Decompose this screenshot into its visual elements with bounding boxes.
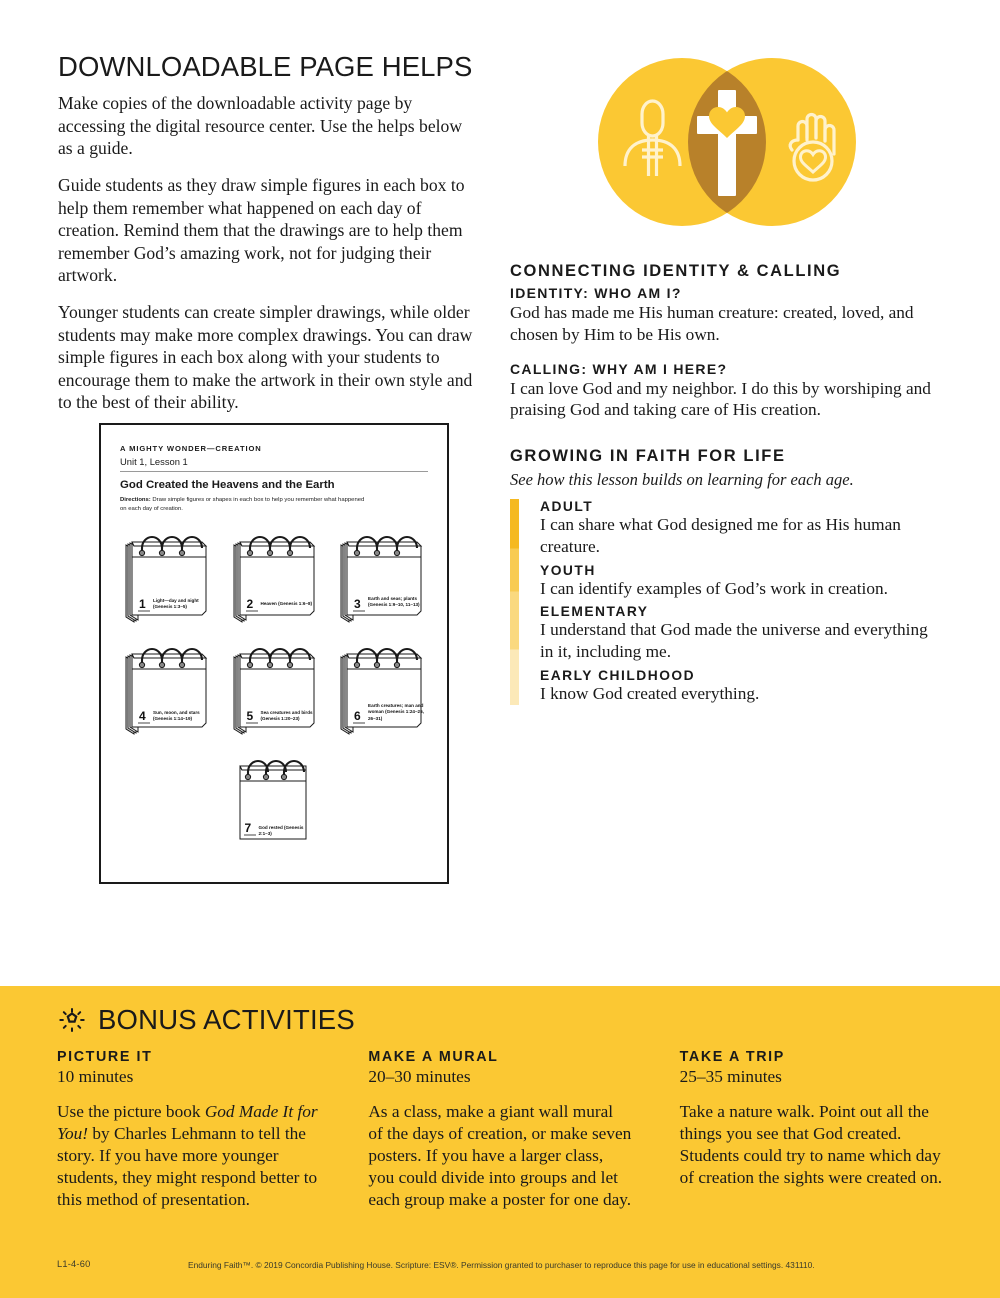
notepad-icon xyxy=(335,523,428,626)
worksheet-unit: Unit 1, Lesson 1 xyxy=(120,456,428,472)
creation-day-grid xyxy=(120,523,428,850)
day-number: 7 xyxy=(244,821,252,836)
directions-label: Directions: xyxy=(120,497,151,503)
age-gradient-bar xyxy=(510,499,519,705)
activity-page-thumbnail xyxy=(99,423,449,884)
bonus-body-pre: Use the picture book xyxy=(57,1102,205,1121)
notepad-icon xyxy=(228,523,321,626)
growing-heading: GROWING IN FAITH FOR LIFE xyxy=(510,447,786,466)
day-number: 2 xyxy=(246,597,254,612)
sunburst-icon xyxy=(57,1005,87,1035)
age-level-label: ADULT xyxy=(540,499,594,515)
age-level-early-childhood xyxy=(540,668,945,705)
connecting-heading: CONNECTING IDENTITY & CALLING xyxy=(510,262,842,280)
bonus-activity-time: 20–30 minutes xyxy=(368,1067,471,1086)
day-caption: Heaven (Genesis 1:6–8) xyxy=(260,601,313,607)
day-number: 1 xyxy=(139,597,146,612)
worksheet-title: God Created the Heavens and the Earth xyxy=(120,479,335,491)
bonus-body-italic: God Made It for You! xyxy=(57,1102,318,1143)
creation-day-pad xyxy=(335,523,428,626)
age-level-label: EARLY CHILDHOOD xyxy=(540,668,696,684)
day-number: 6 xyxy=(354,709,361,724)
creation-day-row-1 xyxy=(120,523,428,626)
worksheet-inner xyxy=(101,425,447,850)
day-number: 3 xyxy=(354,597,361,612)
age-level-elementary xyxy=(540,604,945,663)
age-level-text: I can identify examples of God’s work in creation. xyxy=(540,578,888,598)
day-caption: Sea creatures and birds (Genesis 1:20–23) xyxy=(260,710,313,722)
creation-day-pad xyxy=(228,747,321,850)
day-caption: Earth creatures; man and woman (Genesis 1:24–25, 26–31) xyxy=(368,703,424,721)
bonus-activity-body xyxy=(57,1101,320,1211)
bonus-body-pre: Take a nature walk. Point out all the things you see that God created. Students could try to name which day of creation the sights were created on. xyxy=(679,1102,943,1187)
intro-paragraph-1: Make copies of the downloadable activity page by accessing the digital resource center. Use the helps below as a guide. xyxy=(58,93,463,159)
bonus-title-row xyxy=(57,1004,355,1036)
bonus-activity-body xyxy=(680,1101,943,1189)
right-column xyxy=(510,262,945,710)
growing-subtitle: See how this lesson builds on learning for each age. xyxy=(510,470,854,490)
age-level-label: ELEMENTARY xyxy=(540,604,649,620)
intro-paragraph-3: Younger students can create simpler drawings, while older students may make more complex drawings. You can draw simple figures in each box along with your students to encourage them to make the artwork in their own style and to the best of their ability. xyxy=(58,302,473,413)
identity-text: God has made me His human creature: created, loved, and chosen by Him to be His own. xyxy=(510,303,914,344)
bonus-activity-time: 10 minutes xyxy=(57,1067,134,1086)
venn-svg xyxy=(598,58,856,226)
bonus-body-pre: As a class, make a giant wall mural of the days of creation, or make seven posters. If you have a larger class, you could divide into groups and let each group make a poster for one day. xyxy=(368,1102,632,1209)
calling-label: CALLING: WHY AM I HERE? xyxy=(510,360,728,377)
worksheet-directions xyxy=(120,496,370,513)
creation-day-pad xyxy=(120,635,213,738)
footer-page-code: L1-4-60 xyxy=(57,1259,91,1269)
age-level-text: I understand that God made the universe and everything in it, including me. xyxy=(540,620,928,662)
identity-calling-venn-logo xyxy=(598,58,856,226)
age-level-text: I know God created everything. xyxy=(540,684,760,704)
creation-day-row-2 xyxy=(120,635,428,738)
day-number: 4 xyxy=(139,709,146,724)
bonus-activity-heading: MAKE A MURAL xyxy=(368,1049,499,1065)
age-level-adult xyxy=(540,499,945,558)
directions-text: Draw simple figures or shapes in each box to help you remember what happened on each day of creation. xyxy=(120,497,365,512)
notepad-icon xyxy=(120,635,213,738)
bonus-title: BONUS ACTIVITIES xyxy=(98,1004,355,1035)
bonus-activity-time: 25–35 minutes xyxy=(679,1067,782,1086)
day-caption: Sun, moon, and stars (Genesis 1:14–19) xyxy=(153,710,200,722)
calling-text: I can love God and my neighbor. I do this by worshiping and praising God and taking care of His creation. xyxy=(510,378,931,420)
left-column xyxy=(58,52,478,428)
intro-paragraph-2: Guide students as they draw simple figures in each box to help them remember what happened on each day of creation. Remind them that the drawings are to help them remember God’s amazing work, not for judging their artwork. xyxy=(58,175,465,286)
notepad-icon xyxy=(335,635,428,738)
bonus-activity-heading: TAKE A TRIP xyxy=(679,1049,785,1065)
age-level-text: I can share what God designed me for as His human creature. xyxy=(540,515,901,556)
day-caption: Earth and seas; plants (Genesis 1:9–10, 11–13) xyxy=(368,596,420,608)
notepad-icon xyxy=(228,635,321,738)
day-number: 5 xyxy=(246,709,254,724)
bonus-activity-body xyxy=(368,1101,631,1211)
identity-label: IDENTITY: WHO AM I? xyxy=(510,285,682,301)
bonus-activity-heading: PICTURE IT xyxy=(57,1049,153,1065)
worksheet-kicker: A MIGHTY WONDER—CREATION xyxy=(120,444,262,453)
creation-day-pad xyxy=(335,635,428,738)
bonus-body-post: by Charles Lehmann to tell the story. If you have more younger students, they might respond better to this method of presentation. xyxy=(57,1123,318,1209)
creation-day-row-3 xyxy=(120,747,428,850)
bonus-activity-picture-it xyxy=(57,1049,320,1211)
age-level-list xyxy=(510,499,945,705)
notepad-icon xyxy=(120,523,213,626)
day-caption: Light—day and night (Genesis 1:3–5) xyxy=(153,598,199,610)
creation-day-pad xyxy=(120,523,213,626)
page-title: DOWNLOADABLE PAGE HELPS xyxy=(58,51,473,82)
bonus-columns xyxy=(57,1049,943,1211)
bonus-activity-make-a-mural xyxy=(368,1049,631,1211)
day-caption: God rested (Genesis 2:1–3) xyxy=(258,825,304,837)
age-level-label: YOUTH xyxy=(540,562,596,578)
bonus-activities-section xyxy=(0,986,1000,1298)
footer-copyright: Enduring Faith™. © 2019 Concordia Publishing House. Scripture: ESV®. Permission granted to purchaser to reproduce this page for use in educational settings. 431110. xyxy=(188,1260,815,1270)
bonus-activity-take-a-trip xyxy=(680,1049,943,1211)
creation-day-pad xyxy=(228,635,321,738)
age-level-youth xyxy=(540,563,945,600)
creation-day-pad xyxy=(228,523,321,626)
